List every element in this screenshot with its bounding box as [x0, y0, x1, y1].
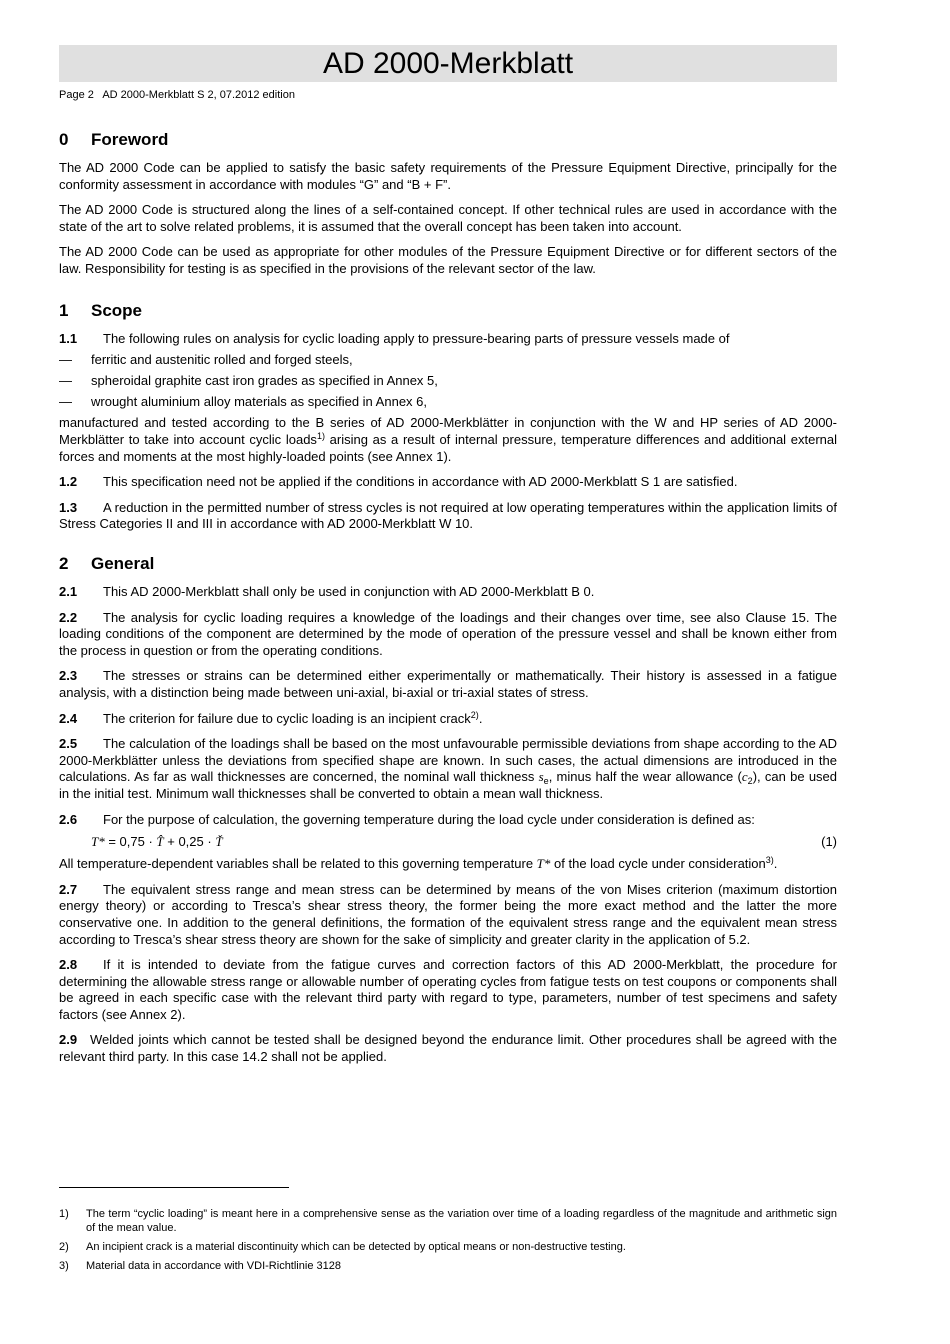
clause-text: For the purpose of calculation, the governing temperature during the load cycle under consideration is defined as:	[103, 811, 755, 827]
clause-2-6-continuation	[59, 856, 837, 873]
foreword-paragraph-3: The AD 2000 Code can be used as appropriate for other modules of the Pressure Equipment Directive or for different sectors of the law. Responsibility for testing is as specified in the provisions of the relevant sector of the law.	[59, 244, 837, 276]
clause-text: This specification need not be applied if the conditions in accordance with AD 2000-Merkblatt S 1 are satisfied.	[103, 474, 738, 490]
section-number: 0	[59, 130, 69, 149]
footnote-number: 3)	[59, 1260, 69, 1272]
continuation-text: .	[773, 856, 778, 872]
clause-2-8	[59, 957, 837, 1023]
clause-text: A reduction in the permitted number of stress cycles is not required at low operating temperatures within the application limits of Stress Categories II and III in accordance with AD 2000-Merkblatt W 10.	[59, 499, 837, 532]
formula-symbol: Ť	[215, 834, 223, 850]
clause-2-3	[59, 668, 837, 701]
clause-1-1-continuation	[59, 415, 837, 465]
clause-text: , minus half the wear allowance (	[548, 769, 742, 785]
list-item	[59, 394, 837, 411]
footnote-number: 2)	[59, 1241, 69, 1253]
clause-text: The stresses or strains can be determined either experimentally or mathematically. Their history is assessed in a fatigue analysis, with a distinction being made between uni-axial, bi-axial or tri-axial states of stress.	[59, 668, 837, 700]
clause-text-end: .	[478, 710, 483, 726]
footnote-ref-1: 1)	[316, 431, 325, 442]
clause-2-9	[59, 1032, 837, 1065]
clause-text: If it is intended to deviate from the fatigue curves and correction factors of this AD 2000-Merkblatt, the procedure for determining the allowable stress range or allowable number of operating cycles from fatigue tests on test coupons or components shall be agreed in each specific case with the relevant third party with regard to type, parameters, number of test specimens and safety factors (see Annex 2).	[59, 957, 837, 1022]
clause-number: 1.1	[59, 330, 78, 346]
clause-number: 2.4	[59, 710, 78, 726]
list-item-text: spheroidal graphite cast iron grades as specified in Annex 5,	[91, 372, 438, 388]
symbol-s: s	[538, 769, 544, 785]
list-item	[59, 373, 837, 390]
section-title: General	[91, 554, 155, 573]
footnote-text: An incipient crack is a material discontinuity which can be detected by optical means or non-destructive testing.	[86, 1241, 626, 1253]
footnote-ref-3: 3)	[765, 855, 774, 866]
footnote-1	[59, 1207, 837, 1235]
clause-text: The equivalent stress range and mean stress can be determined by means of the von Mises criterion (maximum distortion energy theory) or according to Tresca’s shear stress theory, the former being the more exact method and the latter the more conservative one. In addition to the general definitions, the formation of the equivalent stress range and the equivalent mean stress according to Tresca’s shear stress theory are shown for the sake of simplicity and greater clarity in the application of 5.2.	[59, 881, 837, 947]
dash-bullet: —	[59, 372, 72, 388]
clause-2-7	[59, 882, 837, 948]
formula-1	[59, 833, 837, 851]
document-banner	[59, 45, 837, 82]
symbol-c: c	[741, 769, 748, 785]
clause-text: Welded joints which cannot be tested shall be designed beyond the endurance limit. Other procedures shall be agreed with the relevant third party. In this case 14.2 shall not be applied.	[59, 1032, 837, 1065]
clause-number: 1.2	[59, 474, 78, 490]
list-item-text: ferritic and austenitic rolled and forged steels,	[91, 351, 353, 367]
symbol-t-star: T*	[536, 856, 551, 872]
clause-2-1	[59, 584, 837, 601]
footnote-text: Material data in accordance with VDI-Richtlinie 3128	[86, 1260, 341, 1272]
section-0-heading	[59, 130, 837, 150]
clause-number: 1.3	[59, 499, 78, 515]
continuation-text: All temperature-dependent variables shall be related to this governing temperature	[59, 856, 537, 872]
clause-2-4	[59, 711, 837, 728]
clause-text: ), can be used in the initial test. Minimum wall thicknesses shall be converted to obtain a mean wall thickness.	[59, 769, 838, 801]
section-title: Foreword	[91, 130, 169, 149]
clause-number: 2.8	[59, 957, 78, 973]
clause-text: The criterion for failure due to cyclic loading is an incipient crack	[103, 710, 471, 726]
footnote-text: The term “cyclic loading” is meant here in a comprehensive sense as the variation over time of a loading regardless of the magnitude and arithmetic sign of the mean value.	[86, 1208, 837, 1234]
document-page	[59, 45, 837, 1066]
page-info	[59, 89, 837, 103]
clause-text: The following rules on analysis for cyclic loading apply to pressure-bearing parts of pressure vessels made of	[103, 330, 730, 346]
formula-part: + 0,25 ·	[163, 834, 216, 850]
section-2-heading	[59, 554, 837, 574]
dash-bullet: —	[59, 351, 72, 367]
section-number: 2	[59, 554, 69, 573]
clause-number: 2.2	[59, 609, 78, 625]
clause-2-5	[59, 736, 837, 802]
subscript-2: 2	[747, 776, 753, 787]
footnote-ref-2: 2)	[470, 709, 479, 720]
clause-1-1	[59, 331, 837, 348]
clause-text: The analysis for cyclic loading requires a knowledge of the loadings and their changes over time, see also Clause 15. The loading conditions of the component are determined by the mode of operation of the pressure vessel and shall be known either from the process in question or from the operating conditions.	[59, 609, 837, 658]
formula-symbol: T̂	[156, 834, 164, 850]
clause-2-6	[59, 812, 837, 829]
dash-bullet: —	[59, 393, 72, 409]
footnote-separator	[59, 1187, 289, 1188]
clause-1-2	[59, 474, 837, 491]
clause-text: The calculation of the loadings shall be based on the most unfavourable permissible deviations from shape according to the AD 2000-Merkblätter unless the deviations from specified shape are known. In such cases, the actual dimensions are introduced in the calculations. As far as wall thicknesses are concerned, the nominal wall thickness	[59, 736, 837, 785]
material-list	[59, 352, 837, 411]
list-item	[59, 352, 837, 369]
clause-number: 2.3	[59, 668, 78, 684]
clause-text: This AD 2000-Merkblatt shall only be used in conjunction with AD 2000-Merkblatt B 0.	[103, 584, 595, 599]
continuation-text: of the load cycle under consideration	[550, 856, 766, 872]
clause-number: 2.5	[59, 736, 78, 752]
footnotes	[59, 1187, 837, 1273]
section-number: 1	[59, 300, 69, 320]
clause-1-3	[59, 500, 837, 533]
formula-number: (1)	[821, 834, 837, 850]
clause-number: 2.9	[59, 1032, 78, 1048]
formula-part: = 0,75 ·	[104, 834, 157, 850]
clause-number: 2.7	[59, 881, 78, 897]
footnote-2	[59, 1240, 837, 1254]
foreword-paragraph-1: The AD 2000 Code can be applied to satisfy the basic safety requirements of the Pressure Equipment Directive, principally for the conformity assessment in accordance with modules “G” and “B + F”.	[59, 160, 837, 192]
clause-number: 2.1	[59, 584, 78, 599]
clause-2-2	[59, 610, 837, 660]
document-title: AD 2000-Merkblatt	[322, 47, 574, 80]
continuation-text: arising as a result of internal pressure, temperature differences and additional external forces and moments at the most highly-loaded points (see Annex 1).	[59, 432, 837, 464]
edition-info: AD 2000-Merkblatt S 2, 07.2012 edition	[102, 89, 295, 101]
section-1-heading	[59, 301, 837, 321]
page-number: Page 2	[59, 89, 94, 101]
section-title: Scope	[91, 300, 143, 320]
formula-symbol: T*	[91, 834, 105, 850]
foreword-paragraph-2: The AD 2000 Code is structured along the lines of a self-contained concept. If other technical rules are used in accordance with the state of the art to solve related problems, it is assumed that the overall concept has been taken into account.	[59, 202, 837, 234]
continuation-text: manufactured and tested according to the B series of AD 2000-Merkblätter in conjunction with the W and HP series of AD 2000-Merkblätter to take into account cyclic loads	[59, 415, 837, 448]
footnote-3	[59, 1259, 837, 1273]
list-item-text: wrought aluminium alloy materials as specified in Annex 6,	[91, 393, 428, 409]
footnote-number: 1)	[59, 1208, 69, 1220]
clause-number: 2.6	[59, 811, 78, 827]
formula-expression	[91, 833, 223, 851]
subscript-e: e	[543, 776, 549, 787]
